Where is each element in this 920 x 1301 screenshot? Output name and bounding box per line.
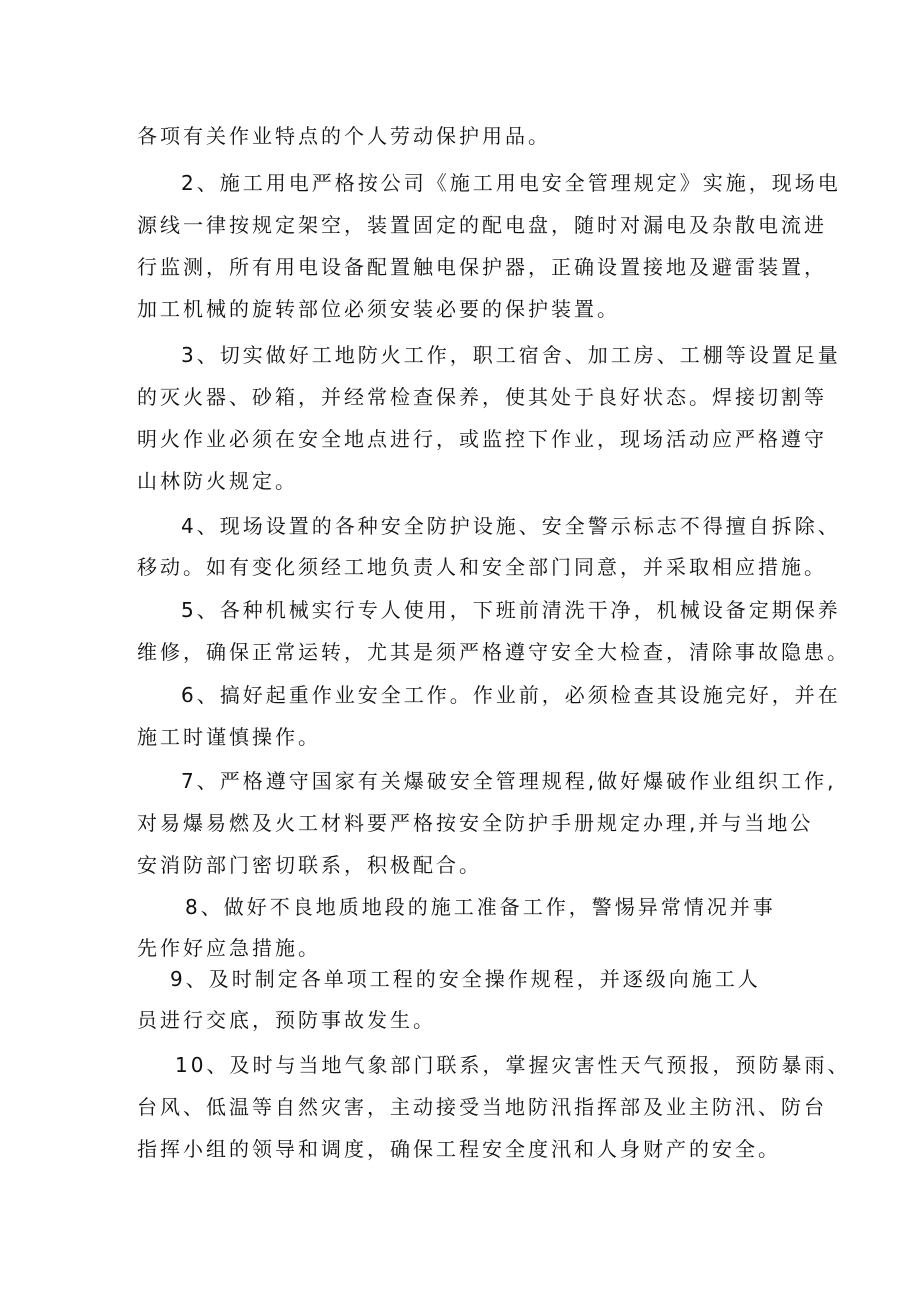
text-line: 台风、低温等自然灾害，主动接受当地防汛指挥部及业主防汛、防台 xyxy=(137,1095,827,1119)
text-line: 移动。如有变化须经工地负责人和安全部门同意，并采取相应措施。 xyxy=(137,555,827,579)
text-line: 3、切实做好工地防火工作，职工宿舍、加工房、工棚等设置足量 xyxy=(181,343,841,367)
text-line: 山林防火规定。 xyxy=(137,469,298,493)
text-line: 指挥小组的领导和调度，确保工程安全度汛和人身财产的安全。 xyxy=(137,1137,781,1161)
text-line: 维修，确保正常运转，尤其是须严格遵守安全大检查，清除事故隐患。 xyxy=(137,640,850,664)
text-line: 行监测，所有用电设备配置触电保护器，正确设置接地及避雷装置， xyxy=(137,255,827,279)
text-line: 4、现场设置的各种安全防护设施、安全警示标志不得擅自拆除、 xyxy=(181,514,841,538)
text-line: 对易爆易燃及火工材料要严格按安全防护手册规定办理,并与当地公 xyxy=(137,811,814,835)
text-line: 各项有关作业特点的个人劳动保护用品。 xyxy=(137,124,551,148)
text-line: 2、施工用电严格按公司《施工用电安全管理规定》实施，现场电 xyxy=(181,171,841,195)
text-line: 明火作业必须在安全地点进行，或监控下作业，现场活动应严格遵守 xyxy=(137,427,827,451)
text-line: 6、搞好起重作业安全工作。作业前，必须检查其设施完好，并在 xyxy=(181,683,841,707)
text-line: 加工机械的旋转部位必须安装必要的保护装置。 xyxy=(137,297,620,321)
text-line: 10、及时与当地气象部门联系，掌握灾害性天气预报，预防暴雨、 xyxy=(175,1053,851,1077)
text-line: 9、及时制定各单项工程的安全操作规程，并逐级向施工人 xyxy=(170,967,761,991)
text-line: 先作好应急措施。 xyxy=(137,936,321,960)
text-line: 8、做好不良地质地段的施工准备工作，警惕异常情况并事 xyxy=(185,895,776,919)
text-line: 源线一律按规定架空，装置固定的配电盘，随时对漏电及杂散电流进 xyxy=(137,213,827,237)
text-line: 的灭火器、砂箱，并经常检查保养，使其处于良好状态。焊接切割等 xyxy=(137,385,827,409)
text-line: 员进行交底，预防事故发生。 xyxy=(137,1008,436,1032)
text-line: 5、各种机械实行专人使用，下班前清洗干净，机械设备定期保养 xyxy=(181,598,841,622)
text-line: 安消防部门密切联系，积极配合。 xyxy=(137,853,482,877)
text-line: 7、严格遵守国家有关爆破安全管理规程,做好爆破作业组织工作, xyxy=(181,769,837,793)
text-line: 施工时谨慎操作。 xyxy=(137,725,321,749)
